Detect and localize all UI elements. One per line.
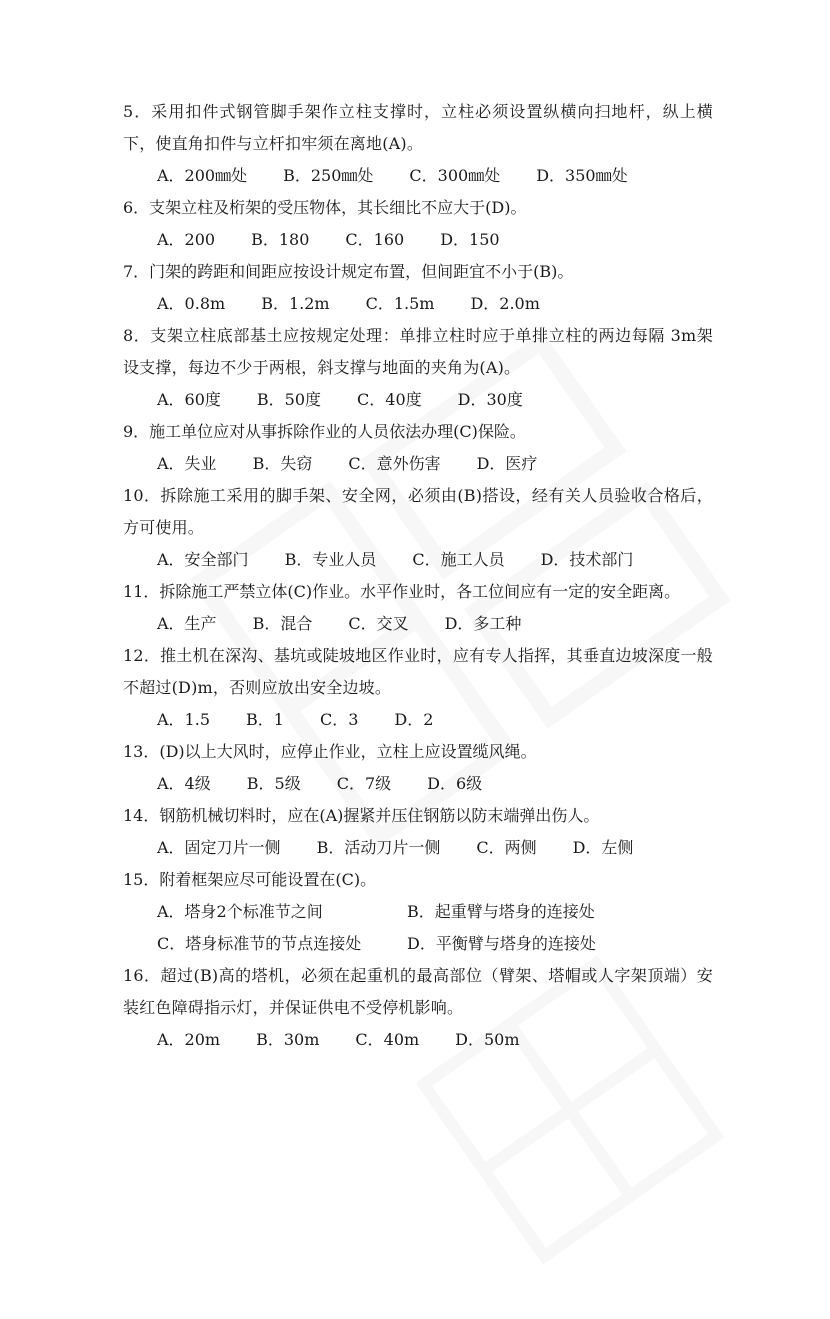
- question-stem: 11．拆除施工严禁立体(C)作业。水平作业时，各工位间应有一定的安全距离。: [123, 582, 681, 601]
- question-stem: 6．支架立柱及桁架的受压物体，其长细比不应大于(D)。: [123, 198, 527, 217]
- option-row: [123, 160, 713, 192]
- question-stem: 9．施工单位应对从事拆除作业的人员依法办理(C)保险。: [123, 422, 526, 441]
- option-c: C．40m: [355, 1030, 420, 1049]
- option-a: A．1.5: [157, 710, 211, 729]
- option-a: A．生产: [157, 614, 217, 633]
- option-d: D．6级: [427, 774, 483, 793]
- option-row: [123, 448, 713, 480]
- question-stem: 10．拆除施工采用的脚手架、安全网，必须由(B)搭设，经有关人员验收合格后，方可使用。: [123, 486, 713, 537]
- option-a: A．固定刀片一侧: [157, 838, 281, 857]
- option-b: B．1.2m: [261, 294, 330, 313]
- option-row: [123, 608, 713, 640]
- option-a: A．200: [157, 230, 216, 249]
- option-row: [123, 1024, 713, 1056]
- option-c: C．1.5m: [365, 294, 435, 313]
- question-stem: 13．(D)以上大风时，应停止作业，立柱上应设置缆风绳。: [123, 742, 537, 761]
- option-b: B．5级: [246, 774, 301, 793]
- option-b: B．专业人员: [284, 550, 377, 569]
- option-c: C．3: [319, 710, 359, 729]
- question-stem: 14．钢筋机械切料时，应在(A)握紧并压住钢筋以防末端弹出伤人。: [123, 806, 600, 825]
- option-a: A．失业: [157, 454, 217, 473]
- option-grid: [123, 896, 713, 960]
- question-stem: 16．超过(B)高的塔机，必须在起重机的最高部位（臂架、塔帽或人字架顶端）安装红色障碍指示灯，并保证供电不受停机影响。: [123, 966, 713, 1017]
- option-d: D．左侧: [572, 838, 634, 857]
- option-row: [123, 288, 713, 320]
- option-b: B．起重臂与塔身的连接处: [407, 902, 595, 921]
- option-c: C．两侧: [476, 838, 537, 857]
- question-stem: 7．门架的跨距和间距应按设计规定布置，但间距宜不小于(B)。: [123, 262, 574, 281]
- option-c: C．160: [345, 230, 405, 249]
- option-d: D．2.0m: [470, 294, 540, 313]
- option-c: C．塔身标准节的节点连接处: [157, 934, 362, 953]
- question-stem: 12．推土机在深沟、基坑或陡坡地区作业时，应有专人指挥，其垂直边坡深度一般不超过(D)m，否则应放出安全边坡。: [123, 646, 713, 697]
- option-b: B．50度: [256, 390, 322, 409]
- option-a: A．20m: [157, 1030, 221, 1049]
- option-row: [123, 768, 713, 800]
- question-stem: 5．采用扣件式钢管脚手架作立柱支撑时，立柱必须设置纵横向扫地杆，纵上横下，使直角扣件与立杆扣牢须在离地(A)。: [123, 102, 713, 153]
- option-d: D．医疗: [476, 454, 538, 473]
- option-b: B．30m: [256, 1030, 320, 1049]
- option-d: D．350㎜处: [536, 166, 628, 185]
- option-a: A．0.8m: [157, 294, 226, 313]
- option-d: D．50m: [455, 1030, 520, 1049]
- option-a: A．塔身2个标准节之间: [157, 902, 323, 921]
- option-b: B．混合: [252, 614, 313, 633]
- option-a: A．4级: [157, 774, 211, 793]
- option-d: D．技术部门: [540, 550, 634, 569]
- option-a: A．200㎜处: [157, 166, 248, 185]
- option-c: C．7级: [336, 774, 392, 793]
- option-d: D．150: [440, 230, 500, 249]
- option-d: D．多工种: [444, 614, 522, 633]
- option-c: C．300㎜处: [409, 166, 501, 185]
- option-d: D．2: [394, 710, 434, 729]
- option-row: [123, 384, 713, 416]
- option-b: B．180: [251, 230, 310, 249]
- option-b: B．失窃: [252, 454, 313, 473]
- option-c: C．意外伤害: [348, 454, 441, 473]
- option-d: D．平衡臂与塔身的连接处: [407, 934, 596, 953]
- option-d: D．30度: [457, 390, 523, 409]
- option-c: C．交叉: [348, 614, 409, 633]
- option-b: B．1: [246, 710, 284, 729]
- option-c: C．施工人员: [412, 550, 505, 569]
- option-b: B．250㎜处: [283, 166, 374, 185]
- question-stem: 15．附着框架应尽可能设置在(C)。: [123, 870, 377, 889]
- option-row: [123, 704, 713, 736]
- option-row: [123, 544, 713, 576]
- option-a: A．60度: [157, 390, 221, 409]
- option-c: C．40度: [357, 390, 422, 409]
- option-a: A．安全部门: [157, 550, 249, 569]
- option-row: [123, 832, 713, 864]
- question-stem: 8．支架立柱底部基土应按规定处理：单排立柱时应于单排立柱的两边每隔 3m架设支撑，每边不少于两根，斜支撑与地面的夹角为(A)。: [123, 326, 713, 377]
- option-b: B．活动刀片一侧: [316, 838, 441, 857]
- question-list: [123, 96, 713, 1056]
- option-row: [123, 224, 713, 256]
